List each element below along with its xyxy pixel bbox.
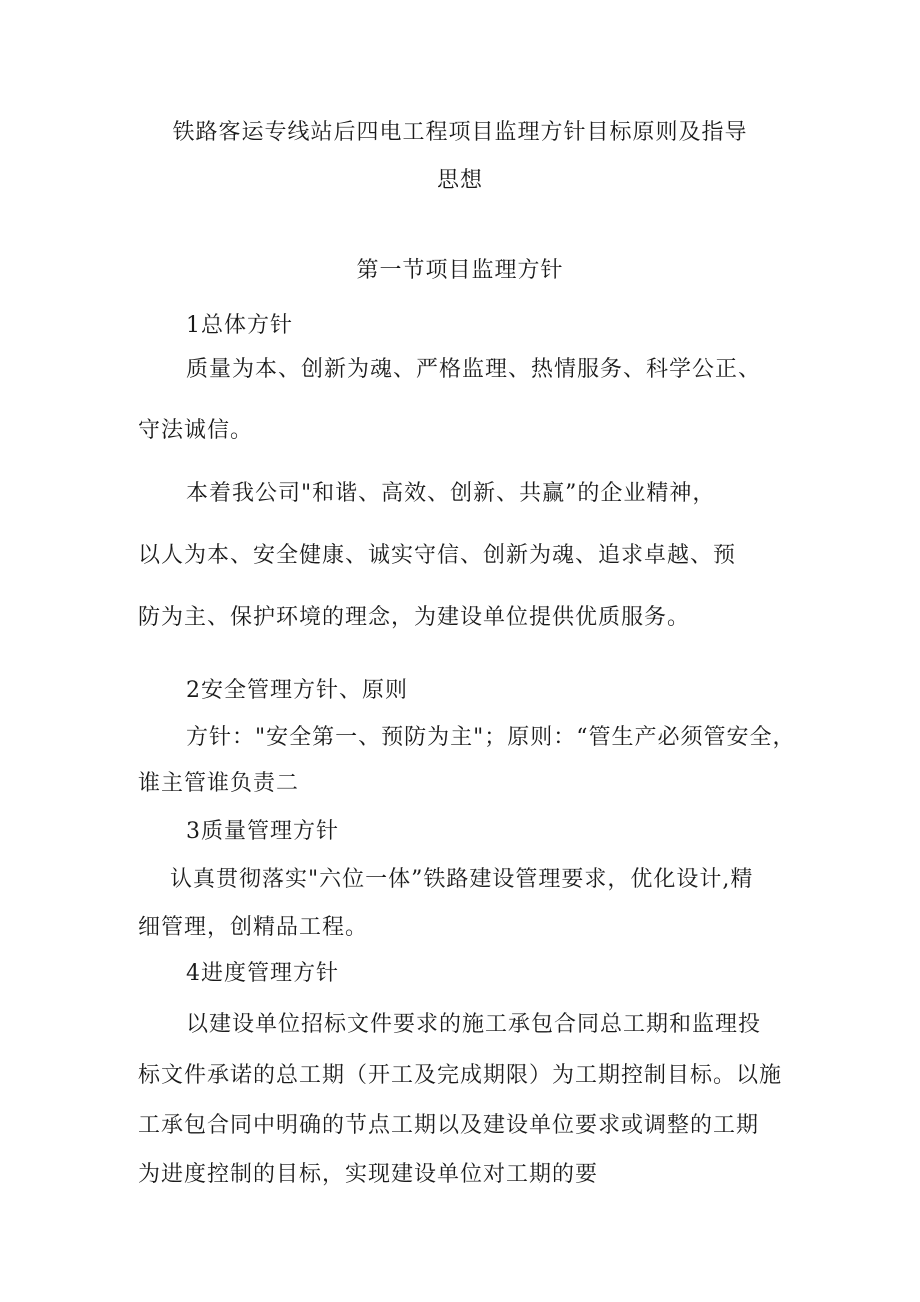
paragraph-line: 本着我公司"和谐、高效、创新、共赢”的企业精神，	[186, 481, 716, 506]
subsection-heading-safety: 2安全管理方针、原则	[186, 678, 408, 703]
paragraph-line: 细管理，创精品工程。	[138, 915, 369, 940]
document-title-line2: 思想	[436, 168, 483, 193]
paragraph-line: 以人为本、安全健康、诚实守信、创新为魂、追求卓越、预	[138, 543, 737, 568]
paragraph-line: 防为主、保护环境的理念，为建设单位提供优质服务。	[138, 605, 691, 630]
paragraph-line: 标文件承诺的总工期（开工及完成期限）为工期控制目标。以施	[138, 1063, 783, 1088]
document-title-line1: 铁路客运专线站后四电工程项目监理方针目标原则及指导	[172, 120, 748, 145]
paragraph-line: 工承包合同中明确的节点工期以及建设单位要求或调整的工期	[138, 1113, 760, 1138]
subsection-heading-quality: 3质量管理方针	[186, 819, 339, 844]
paragraph-line: 认真贯彻落实"六位一体”铁路建设管理要求，优化设计,精	[170, 867, 754, 892]
paragraph-line: 以建设单位招标文件要求的施工承包合同总工期和监理投	[186, 1012, 762, 1037]
paragraph-line: 守法诚信。	[138, 418, 254, 443]
paragraph-line: 谁主管谁负责二	[138, 771, 300, 796]
paragraph-line: 为进度控制的目标，实现建设单位对工期的要	[138, 1162, 599, 1187]
subsection-heading-overall: 1总体方针	[186, 313, 293, 338]
subsection-heading-schedule: 4进度管理方针	[186, 961, 339, 986]
section-heading: 第一节项目监理方针	[356, 258, 564, 283]
paragraph-line: 质量为本、创新为魂、严格监理、热情服务、科学公正、	[186, 357, 762, 382]
paragraph-line: 方针："安全第一、预防为主"；原则：“管生产必须管安全，	[186, 725, 796, 750]
